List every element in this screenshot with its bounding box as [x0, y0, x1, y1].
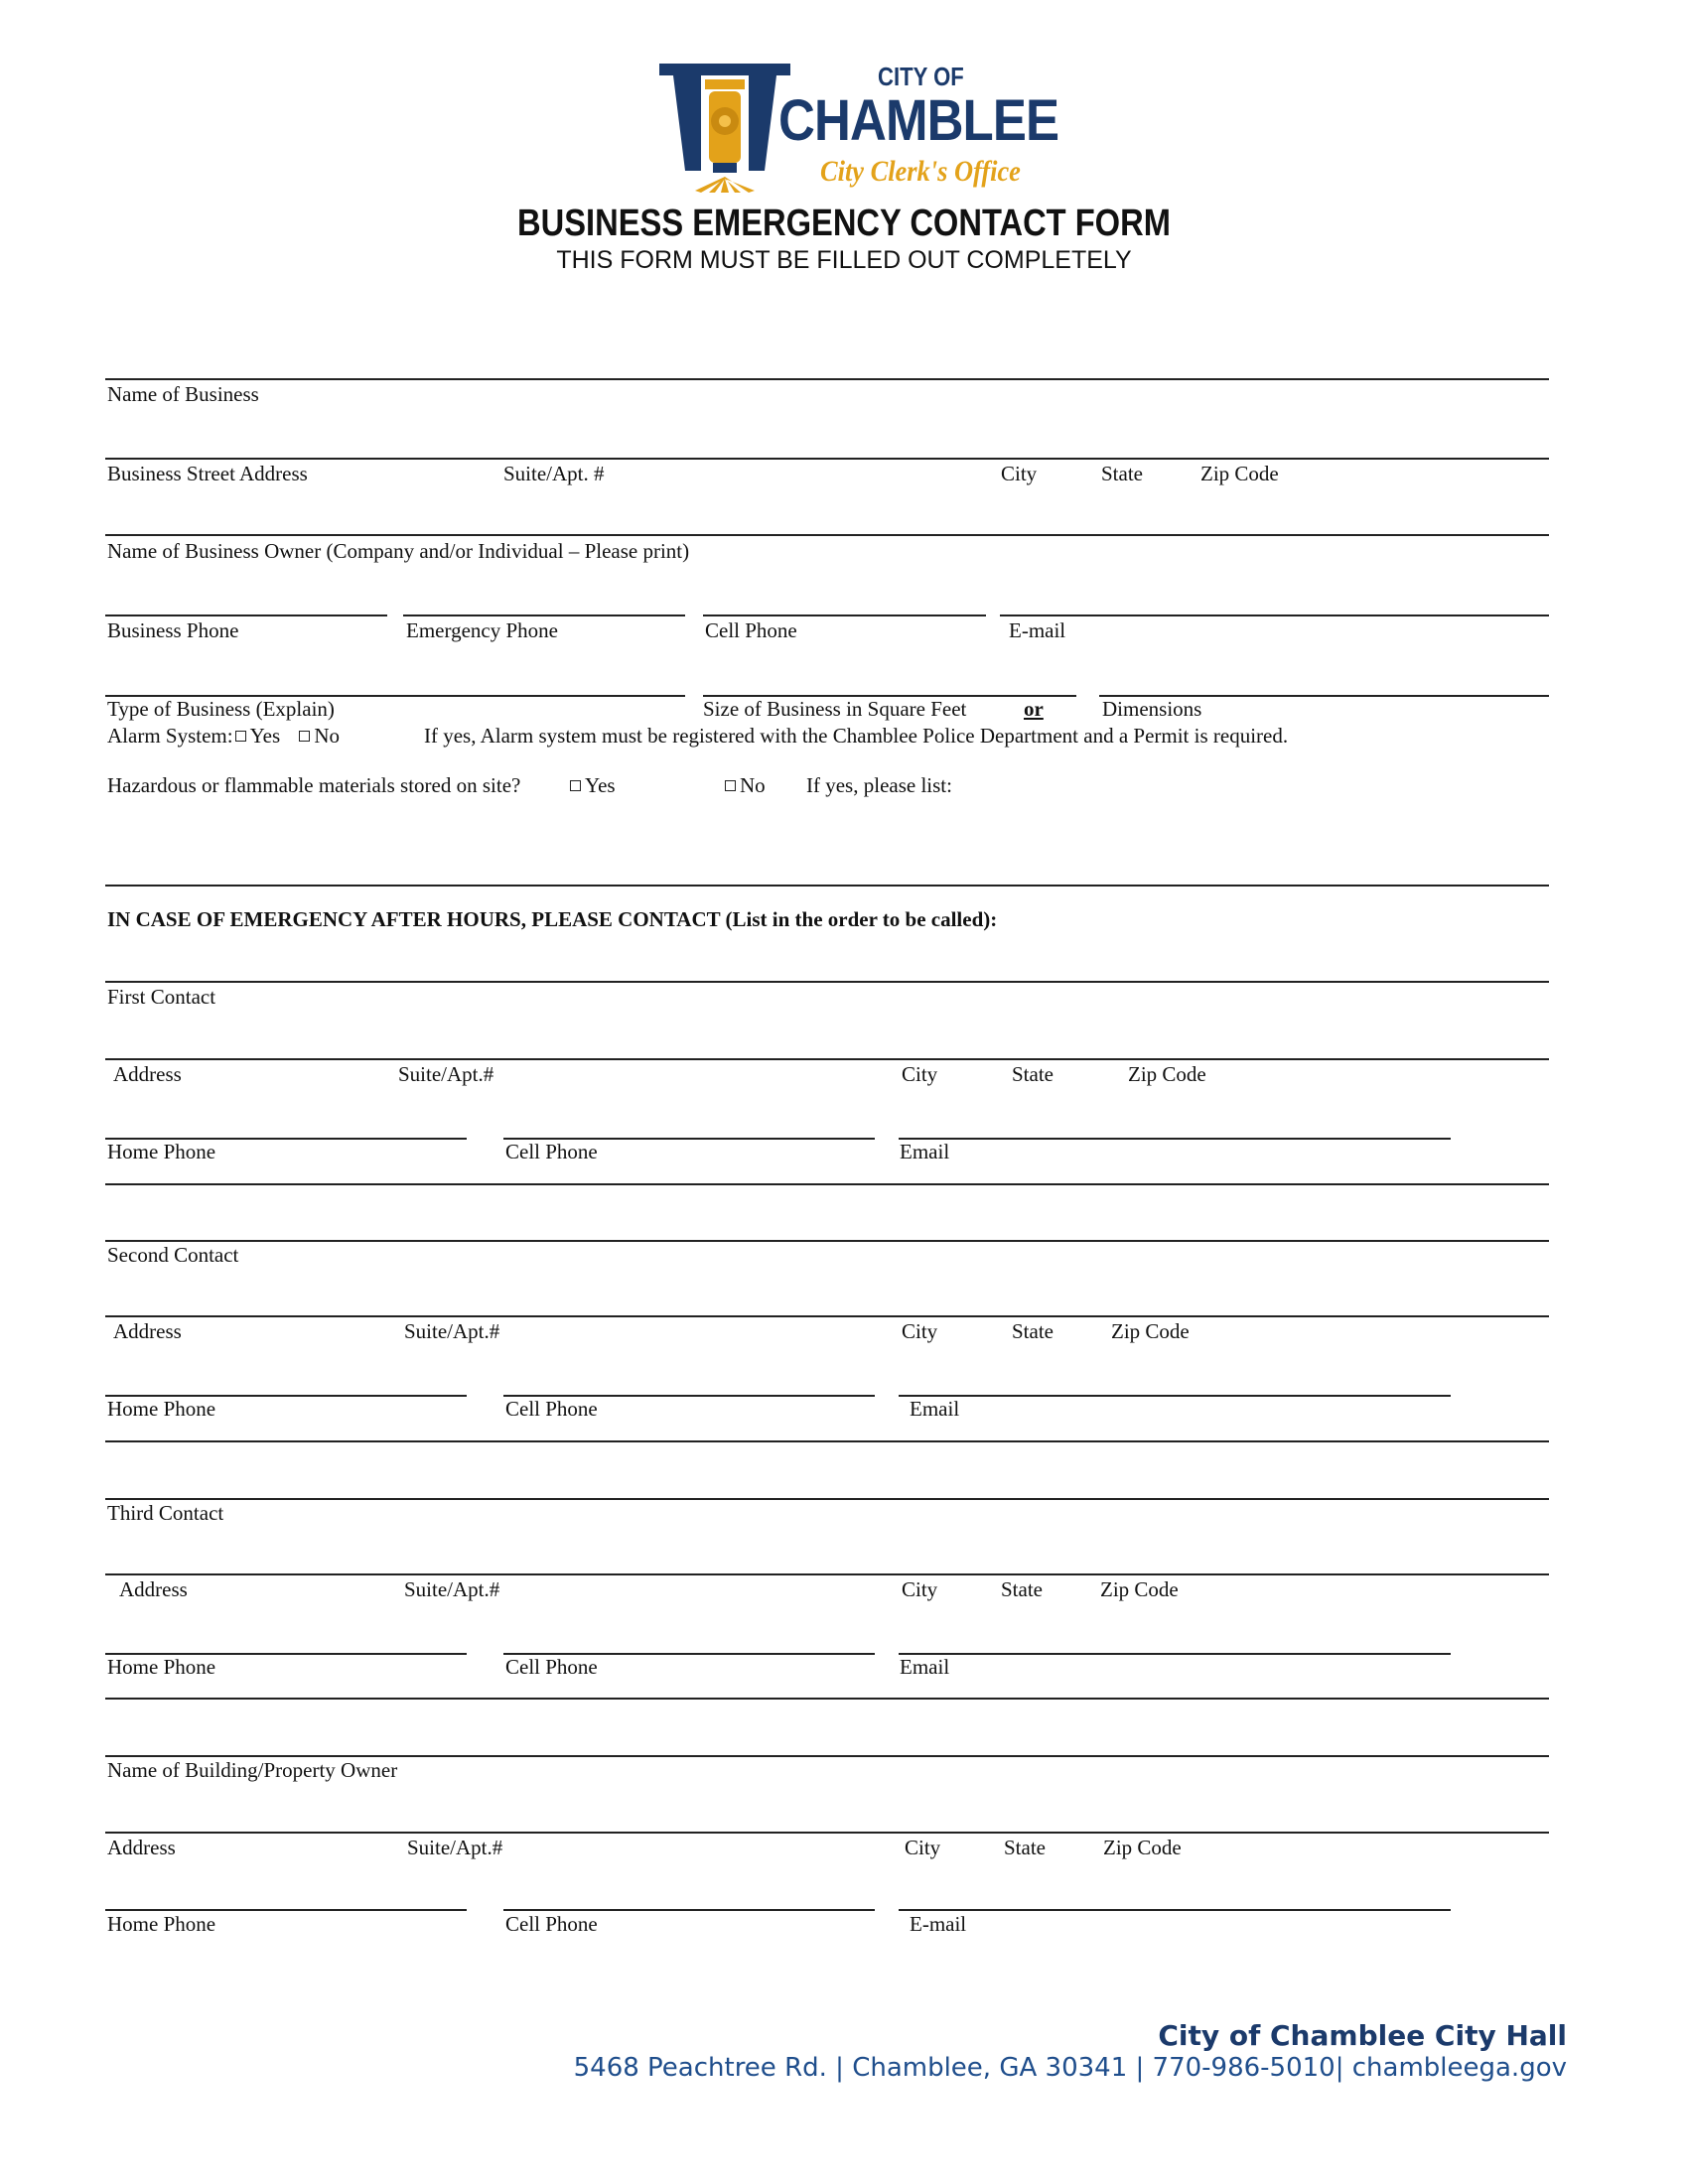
alarm-no-checkbox[interactable] — [299, 731, 310, 742]
property-owner-home-label: Home Phone — [107, 1912, 216, 1936]
third-contact-city-label: City — [902, 1577, 938, 1601]
first-contact-state-label: State — [1012, 1062, 1054, 1086]
property-owner-cell-label: Cell Phone — [505, 1912, 598, 1936]
second-contact-address-line[interactable] — [105, 1315, 1549, 1317]
email-line[interactable] — [1000, 614, 1549, 616]
business-street-label: Business Street Address — [107, 462, 308, 485]
logo-office: City Clerk's Office — [820, 155, 1021, 188]
type-of-business-label: Type of Business (Explain) — [107, 697, 335, 721]
logo-city-of: CITY OF — [878, 62, 964, 91]
property-owner-email-line[interactable] — [899, 1909, 1451, 1911]
footer-title: City of Chamblee City Hall — [1158, 2019, 1567, 2052]
hazard-yes-option — [568, 773, 616, 797]
business-owner-label: Name of Business Owner (Company and/or Individual – Please print) — [107, 539, 690, 563]
name-of-business-line[interactable] — [105, 378, 1549, 380]
business-city-label: City — [1001, 462, 1038, 485]
third-contact-address-line[interactable] — [105, 1573, 1549, 1575]
city-logo — [655, 60, 1059, 194]
second-contact-home-label: Home Phone — [107, 1397, 216, 1421]
second-contact-state-label: State — [1012, 1319, 1054, 1343]
emergency-phone-label: Emergency Phone — [406, 618, 558, 642]
emergency-phone-line[interactable] — [403, 614, 685, 616]
second-contact-address-label: Address — [113, 1319, 182, 1343]
hazard-no-checkbox[interactable] — [725, 780, 736, 791]
first-contact-divider — [105, 1183, 1549, 1185]
train-icon — [655, 60, 794, 194]
property-owner-home-line[interactable] — [105, 1909, 467, 1911]
property-owner-name-line[interactable] — [105, 1755, 1549, 1757]
or-label: or — [1024, 697, 1044, 721]
first-contact-city-label: City — [902, 1062, 938, 1086]
second-contact-email-label: Email — [910, 1397, 960, 1421]
cell-phone-label: Cell Phone — [705, 618, 797, 642]
business-phone-label: Business Phone — [107, 618, 239, 642]
first-contact-zip-label: Zip Code — [1128, 1062, 1206, 1086]
second-contact-divider — [105, 1440, 1549, 1442]
alarm-system-label: Alarm System: — [107, 724, 233, 748]
business-state-label: State — [1101, 462, 1143, 485]
second-contact-name-line[interactable] — [105, 1240, 1549, 1242]
second-contact-cell-label: Cell Phone — [505, 1397, 598, 1421]
hazard-yes-label: Yes — [585, 773, 616, 797]
third-contact-state-label: State — [1001, 1577, 1043, 1601]
business-phone-line[interactable] — [105, 614, 387, 616]
hazard-no-label: No — [740, 773, 766, 797]
footer-address: 5468 Peachtree Rd. | Chamblee, GA 30341 | 770-986-5010| chambleega.gov — [573, 2053, 1567, 2083]
property-owner-zip-label: Zip Code — [1103, 1836, 1182, 1859]
third-contact-zip-label: Zip Code — [1100, 1577, 1179, 1601]
property-owner-cell-line[interactable] — [503, 1909, 875, 1911]
property-owner-address-line[interactable] — [105, 1832, 1549, 1834]
hazard-yes-checkbox[interactable] — [570, 780, 581, 791]
third-contact-name-line[interactable] — [105, 1498, 1549, 1500]
cell-phone-line[interactable] — [703, 614, 986, 616]
hazard-list-label: If yes, please list: — [806, 773, 952, 797]
alarm-note: If yes, Alarm system must be registered with the Chamblee Police Department and a Permit is required. — [424, 724, 1289, 748]
first-contact-address-line[interactable] — [105, 1058, 1549, 1060]
third-contact-cell-label: Cell Phone — [505, 1655, 598, 1679]
alarm-no-label: No — [314, 724, 341, 748]
first-contact-name-line[interactable] — [105, 981, 1549, 983]
hazard-no-option — [723, 773, 766, 797]
size-of-business-label: Size of Business in Square Feet — [703, 697, 967, 721]
property-owner-city-label: City — [905, 1836, 941, 1859]
business-zip-label: Zip Code — [1200, 462, 1279, 485]
name-of-business-label: Name of Business — [107, 382, 259, 406]
first-contact-suite-label: Suite/Apt.# — [398, 1062, 494, 1086]
third-contact-email-label: Email — [900, 1655, 950, 1679]
first-contact-label: First Contact — [107, 985, 216, 1009]
property-owner-label: Name of Building/Property Owner — [107, 1758, 398, 1782]
property-owner-suite-label: Suite/Apt.# — [407, 1836, 503, 1859]
first-contact-cell-label: Cell Phone — [505, 1140, 598, 1163]
second-contact-zip-label: Zip Code — [1111, 1319, 1190, 1343]
first-contact-address-label: Address — [113, 1062, 182, 1086]
property-owner-email-label: E-mail — [910, 1912, 967, 1936]
second-contact-label: Second Contact — [107, 1243, 239, 1267]
property-owner-address-label: Address — [107, 1836, 176, 1859]
first-contact-email-line[interactable] — [899, 1138, 1451, 1140]
alarm-yes-label: Yes — [249, 724, 281, 748]
second-contact-city-label: City — [902, 1319, 938, 1343]
property-owner-state-label: State — [1004, 1836, 1046, 1859]
emergency-heading: IN CASE OF EMERGENCY AFTER HOURS, PLEASE CONTACT (List in the order to be called): — [107, 907, 998, 931]
hazard-list-line[interactable] — [105, 885, 1549, 887]
third-contact-email-line[interactable] — [899, 1653, 1451, 1655]
third-contact-address-label: Address — [119, 1577, 188, 1601]
business-address-line[interactable] — [105, 458, 1549, 460]
dimensions-label: Dimensions — [1102, 697, 1202, 721]
third-contact-home-label: Home Phone — [107, 1655, 216, 1679]
alarm-system-row — [107, 724, 340, 748]
business-owner-line[interactable] — [105, 534, 1549, 536]
alarm-yes-checkbox[interactable] — [235, 731, 246, 742]
third-contact-suite-label: Suite/Apt.# — [404, 1577, 500, 1601]
email-label: E-mail — [1009, 618, 1066, 642]
form-title: BUSINESS EMERGENCY CONTACT FORM — [517, 203, 1171, 244]
third-contact-divider — [105, 1698, 1549, 1700]
logo-name: CHAMBLEE — [778, 88, 1059, 153]
third-contact-label: Third Contact — [107, 1501, 224, 1525]
second-contact-email-line[interactable] — [899, 1395, 1451, 1397]
business-suite-label: Suite/Apt. # — [503, 462, 605, 485]
first-contact-home-label: Home Phone — [107, 1140, 216, 1163]
hazard-label: Hazardous or flammable materials stored on site? — [107, 773, 521, 797]
form-subtitle: THIS FORM MUST BE FILLED OUT COMPLETELY — [556, 246, 1132, 274]
first-contact-email-label: Email — [900, 1140, 950, 1163]
second-contact-suite-label: Suite/Apt.# — [404, 1319, 500, 1343]
